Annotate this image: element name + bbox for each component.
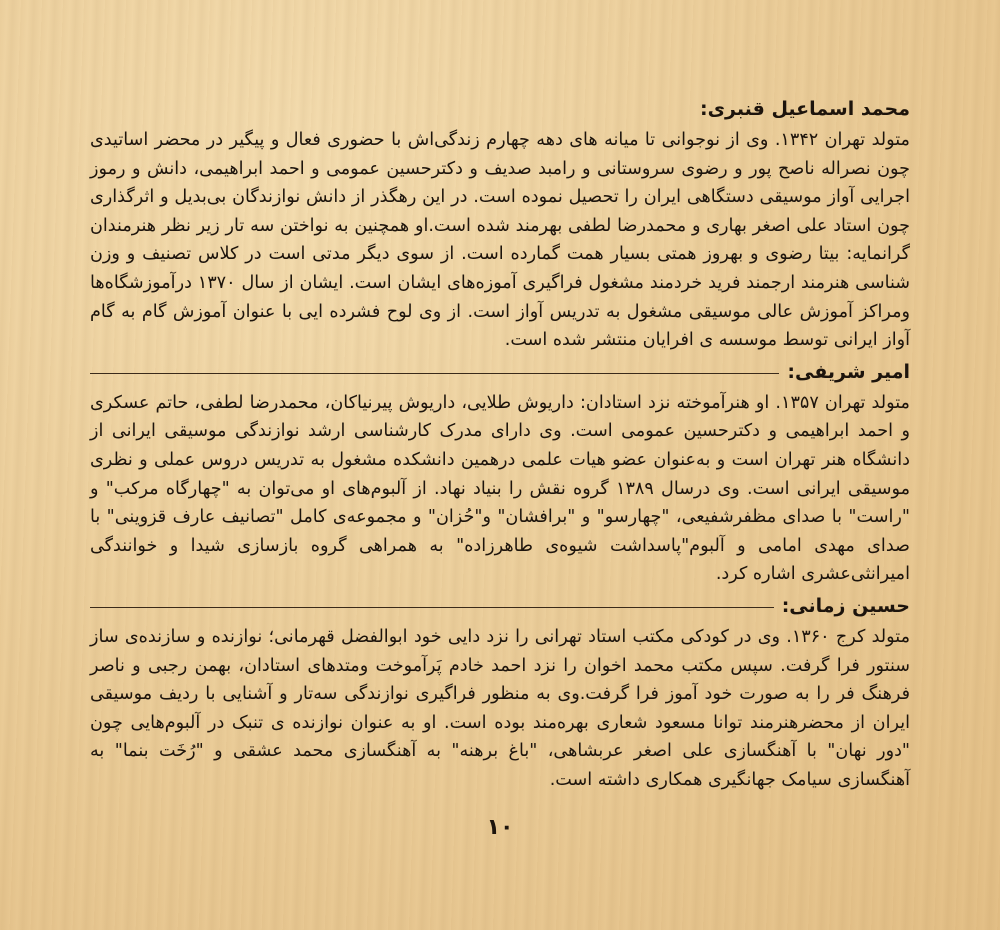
heading-divider bbox=[90, 373, 779, 374]
section-paragraph: متولد تهران ۱۳۵۷. او هنرآموخته نزد استادان: داریوش طلایی، داریوش پیرنیاکان، محمدرضا لطفی، حاتم عسکری و احمد ابراهیمی و دکترحسین عمومی است. وی دارای مدرک کارشناسی ارشد نوازندگی موسیقی ایرانی از دانشگاه هنر تهران است و به‌عنوان عضو هیات علمی درهمین دانشکده مشغول به تدریس دروس عملی و نظری موسیقی ایرانی است. وی درسال ۱۳۸۹ گروه نقش را بنیاد نهاد. از آلبوم‌های او می‌توان به "چهارگاه مرکب" و "راست" با صدای مظفرشفیعی، "چهارسو" و "برافشان" و"حُزان" و مجموعه‌ی کامل "تصانیف عارف قزوینی" با صدای مهدی امامی و آلبوم"پاسداشت شیوه‌ی طاهرزاده" به همراهی گروه بازسازی شیدا و خوانندگی امیرانثی‌عشری اشاره کرد. bbox=[90, 392, 910, 585]
section-header bbox=[90, 355, 910, 389]
section-heading: محمد اسماعیل قنبری: bbox=[700, 98, 910, 120]
bio-section-ghanbari bbox=[90, 92, 910, 355]
section-paragraph: متولد تهران ۱۳۴۲. وی از نوجوانی تا میانه های دهه چهارم زندگی‌اش با حضوری فعال و پیگیر در محضر اساتیدی چون نصراله ناصح پور و رضوی سروستانی و رامبد صدیف و دکترحسین عمومی و احمد ابراهیمی، دانش و رموز اجرایی آواز موسیقی دستگاهی ایران را تحصیل نموده است. در این رهگذر از دانش نوازندگان بی‌بدیل و اثرگذاری چون استاد علی اصغر بهاری و محمدرضا لطفی بهرمند شده است.او همچنین به نواختن سه تار زیر نظر هنرمندان گرانمایه: بیتا رضوی و بهروز همتی بسیار همت گمارده است. از سوی دیگر مدتی است در کلاس تصنیف و وزن شناسی هنرمند ارجمند فرید خردمند مشغول فراگیری آموزه‌های ایشان است. ایشان از سال ۱۳۷۰ درآموزشگاه‌ها ومراکز آموزش عالی موسیقی مشغول به تدریس آواز است. از وی لوح فشرده ایی با عنوان آموزش گام به گام آواز ایرانی توسط موسسه ی افرایان منتشر شده است. bbox=[90, 130, 911, 351]
page-number: ۱۰ bbox=[486, 815, 514, 840]
section-paragraph: متولد کرج ۱۳۶۰. وی در کودکی مکتب استاد تهرانی را نزد دایی خود ابوالفضل قهرمانی؛ نوازنده و سازنده‌ی ساز سنتور فرا گرفت. سپس مکتب محمد اخوان را نزد احمد خادم پَرآموخت ومتدهای استادان، بهمن رجبی و ناصر فرهنگ فر را به صورت خود آموز فرا گرفت.وی به منظور فراگیری نوازندگی سه‌تار و آشنایی با ردیف موسیقی ایران از محضرهنرمند توانا مسعود شعاری بهره‌مند بوده است. او به عنوان نوازنده ی تنبک در آلبوم‌هایی چون "دور نهان" با آهنگسازی علی اصغر عربشاهی، "باغ برهنه" به آهنگسازی محمد عشقی و "رُخَت بنما" به آهنگسازی سیامک جهانگیری همکاری داشته است. bbox=[90, 626, 910, 790]
heading-divider bbox=[90, 607, 774, 608]
document-page bbox=[90, 92, 910, 794]
section-header bbox=[90, 589, 910, 623]
section-header bbox=[90, 92, 910, 126]
bio-section-sharifi bbox=[90, 355, 910, 589]
section-heading: امیر شریفی: bbox=[787, 360, 910, 383]
section-heading: حسین زمانی: bbox=[781, 594, 910, 617]
bio-section-zamani bbox=[90, 589, 910, 795]
